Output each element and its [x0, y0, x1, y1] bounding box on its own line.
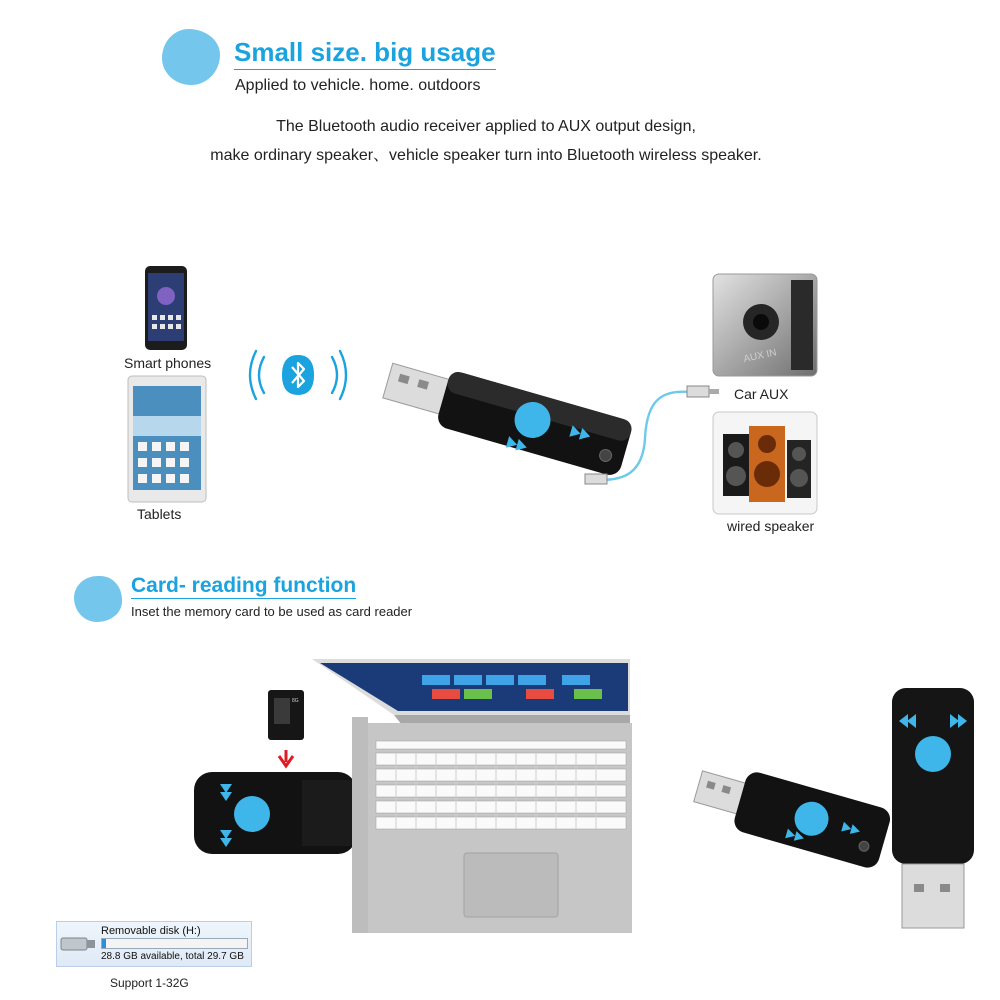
tablet-label: Tablets [137, 506, 182, 522]
section1-badge [162, 29, 220, 85]
wired-speaker-label: wired speaker [727, 518, 815, 534]
receiver-right-image [690, 770, 890, 960]
wired-speaker-image [713, 412, 817, 514]
section1-subtitle: Applied to vehicle. home. outdoors [235, 77, 481, 94]
disk-usage-bar [101, 938, 248, 949]
section1-title: Small size. big usage [234, 37, 496, 70]
memory-card-image [266, 690, 308, 772]
bluetooth-signal-icon [246, 345, 350, 405]
support-text: Support 1-32G [110, 976, 189, 990]
usb-drive-icon [61, 934, 95, 954]
description-line-1: The Bluetooth audio receiver applied to AUX output design, [276, 118, 696, 135]
tablet-image [128, 376, 206, 502]
disk-usage-fill [102, 939, 106, 948]
car-aux-label: Car AUX [734, 386, 789, 402]
aux-cable-image [583, 378, 733, 488]
car-aux-image [713, 274, 817, 376]
section2-badge [74, 576, 122, 622]
section2-title: Card- reading function [131, 574, 357, 597]
removable-disk-panel [56, 921, 252, 967]
receiver-vertical-image [892, 688, 974, 934]
disk-info: 28.8 GB available, total 29.7 GB [101, 951, 244, 962]
smartphone-label: Smart phones [124, 355, 212, 371]
smartphone-image [145, 266, 187, 350]
section2-subtitle: Inset the memory card to be used as card reader [131, 604, 413, 619]
svg-text:8G: 8G [292, 698, 299, 704]
description-line-2: make ordinary speaker、vehicle speaker turn into Bluetooth wireless speaker. [210, 147, 762, 164]
disk-name: Removable disk (H:) [101, 925, 201, 937]
laptop-image [312, 655, 632, 935]
aux-in-sign: AUX IN [742, 347, 778, 366]
